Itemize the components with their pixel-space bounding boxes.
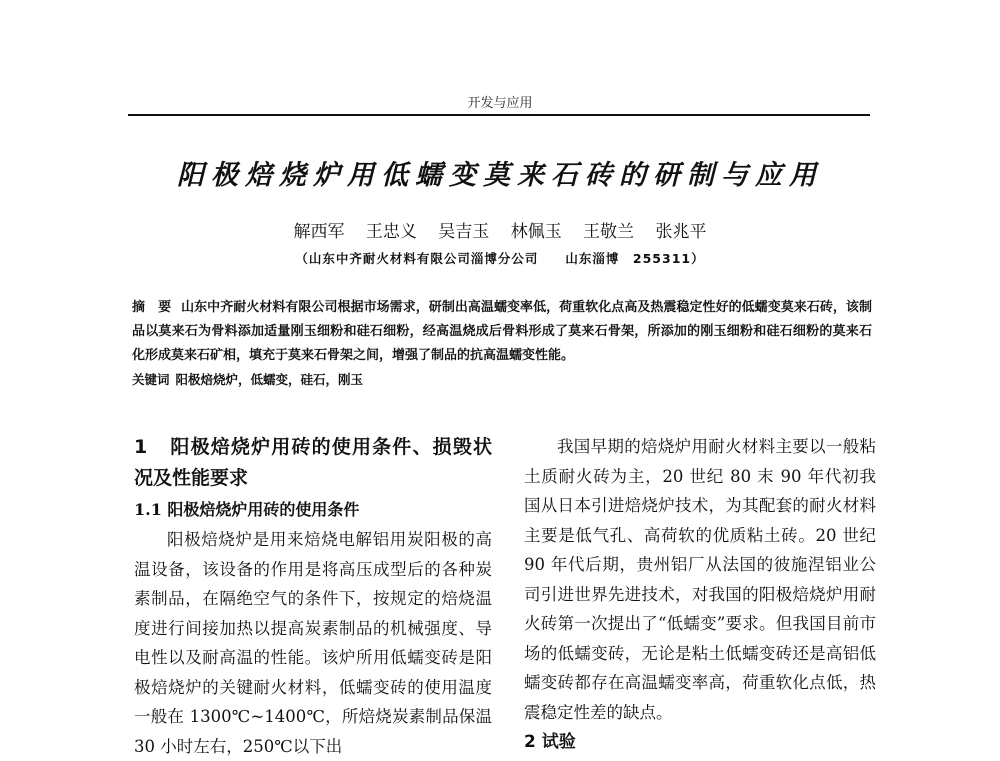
author: 吴吉玉 xyxy=(438,222,490,242)
section-title: 阳极焙烧炉用砖的使用条件、损毁状况及性能要求 xyxy=(134,436,492,489)
body-paragraph: 我国早期的焙烧炉用耐火材料主要以一般粘土质耐火砖为主，20 世纪 80 末 90 年代初我国从日本引进焙烧炉技术，为其配套的耐火材料主要是低气孔、高荷软的优质粘土砖。20 世纪 90 年代后期，贵州铝厂从法国的彼施涅铝业公司引进世界先进技术，对我国的阳极焙烧炉用耐火砖第一次提出了“低蠕变”要求。但我国目前市场的低蠕变砖，无论是粘土低蠕变砖还是高铝低蠕变砖都存在高温蠕变率高，荷重软化点低，热震稳定性差的缺点。 xyxy=(524,437,876,722)
section-heading-2: 2 试验 xyxy=(524,732,576,752)
subsection-heading-1-1: 1.1 阳极焙烧炉用砖的使用条件 xyxy=(134,500,360,519)
abstract-text: 山东中齐耐火材料有限公司根据市场需求，研制出高温蠕变率低，荷重软化点高及热震稳定性好的低蠕变莫来石砖，该制品以莫来石为骨料添加适量刚玉细粉和硅石细粉，经高温烧成后骨料形成了莫来石骨架，所添加的刚玉细粉和硅石细粉的莫来石化形成莫来石矿相，填充于莫来石骨架之间，增强了制品的抗高温蠕变性能。 xyxy=(132,300,872,363)
body-paragraph: 阳极焙烧炉是用来焙烧电解铝用炭阳极的高温设备，该设备的作用是将高压成型后的各种炭素制品，在隔绝空气的条件下，按规定的焙烧温度进行间接加热以提高炭素制品的机械强度、导电性以及耐高温的性能。该炉所用低蠕变砖是阳极焙烧炉的关键耐火材料，低蠕变砖的使用温度一般在 1300℃~1400℃，所焙烧炭素制品保温 30 小时左右，250℃以下出 xyxy=(134,530,492,756)
author: 王敬兰 xyxy=(583,222,635,242)
keywords xyxy=(132,370,872,388)
author: 解西军 xyxy=(293,222,345,242)
body-column-right xyxy=(524,432,876,757)
journal-section-label: 开发与应用 xyxy=(467,96,533,111)
abstract xyxy=(132,296,872,368)
article-title: 阳极焙烧炉用低蠕变莫来石砖的研制与应用 xyxy=(177,160,823,191)
author: 林佩玉 xyxy=(510,222,562,242)
abstract-label: 摘 要 xyxy=(132,300,172,315)
author-affiliation: （山东中齐耐火材料有限公司淄博分公司 山东淄博 255311） xyxy=(295,251,705,266)
section-heading-1 xyxy=(134,432,492,494)
author: 王忠义 xyxy=(365,222,417,242)
author: 张兆平 xyxy=(655,222,707,242)
author-list xyxy=(0,217,1000,242)
header-rule xyxy=(128,114,870,116)
body-column-left xyxy=(134,432,492,761)
keywords-label: 关键词 xyxy=(132,372,170,387)
section-number: 1 xyxy=(134,436,148,458)
keywords-text: 阳极焙烧炉，低蠕变，硅石，刚玉 xyxy=(175,372,364,387)
